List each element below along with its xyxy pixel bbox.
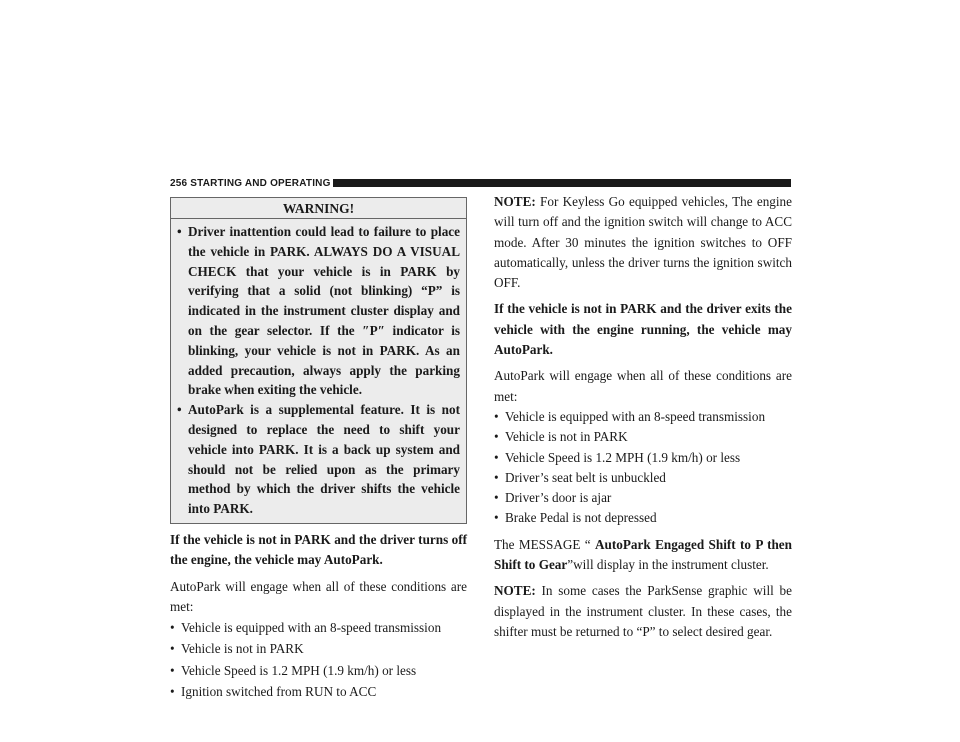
list-item: [494, 468, 792, 488]
right-heading: If the vehicle is not in PARK and the driver exits the vehicle with the engine running, the vehicle may AutoPark.: [494, 301, 792, 358]
list-item: [170, 661, 467, 681]
bullet-icon: •: [494, 469, 499, 485]
bullet-icon: •: [170, 620, 175, 636]
list-item-text: Driver’s door is ajar: [505, 490, 612, 506]
note-label: NOTE:: [494, 583, 536, 599]
list-item: [494, 407, 792, 427]
right-column: [494, 192, 792, 642]
list-item-text: Vehicle is not in PARK: [505, 429, 628, 445]
bullet-icon: •: [170, 684, 175, 700]
right-conditions-list: [494, 407, 792, 529]
left-heading: If the vehicle is not in PARK and the driver turns off the engine, the vehicle may AutoPark.: [170, 531, 467, 568]
bullet-icon: •: [177, 402, 182, 418]
left-intro: AutoPark will engage when all of these conditions are met:: [170, 578, 467, 614]
list-item-text: Vehicle is not in PARK: [181, 641, 304, 657]
header-rule: [333, 179, 791, 187]
page-header: [170, 177, 791, 191]
note-text: For Keyless Go equipped vehicles, The engine will turn off and the ignition switch will change to ACC mode. After 30 minutes the ignition switches to OFF automatically, unless the driver turns the ignition switch OFF.: [494, 194, 792, 291]
bullet-icon: •: [177, 224, 182, 239]
warning-list: [171, 219, 466, 523]
list-item: [170, 618, 467, 638]
bullet-icon: •: [170, 641, 175, 657]
list-item: [494, 448, 792, 468]
list-item-text: Ignition switched from RUN to ACC: [181, 684, 377, 700]
message-text: AutoPark Engaged Shift to P then Shift to Gear: [494, 536, 792, 573]
list-item: [494, 427, 792, 447]
bullet-icon: •: [494, 408, 499, 424]
warning-item-text: Driver inattention could lead to failure to place the vehicle in PARK. ALWAYS DO A VISUAL CHECK that your vehicle is in PARK by verifying that a solid (not blinking) “P” is indicated in the instrument cluster display and on the gear selector. If the ″P″ indicator is blinking, your vehicle is not in PARK. As an added precaution, always apply the parking brake when exiting the vehicle.: [188, 224, 460, 398]
note-text: In some cases the ParkSense graphic will be displayed in the instrument cluster. In these cases, the shifter must be returned to “P” to select desired gear.: [494, 583, 792, 639]
list-item: [494, 508, 792, 528]
list-item: [494, 488, 792, 508]
bullet-icon: •: [494, 490, 499, 506]
list-item-text: Vehicle Speed is 1.2 MPH (1.9 km/h) or less: [505, 449, 741, 465]
note-keyless-go: [494, 192, 792, 293]
bullet-icon: •: [170, 662, 175, 678]
warning-box: [170, 197, 467, 524]
page-number-section-title: 256 STARTING AND OPERATING: [170, 178, 331, 189]
left-conditions-list: [170, 618, 467, 702]
left-column: [170, 197, 467, 702]
list-item: [170, 639, 467, 659]
message-suffix: ”will display in the instrument cluster.: [567, 557, 769, 573]
bullet-icon: •: [494, 449, 499, 465]
list-item-text: Vehicle Speed is 1.2 MPH (1.9 km/h) or less: [181, 662, 417, 678]
list-item-text: Brake Pedal is not depressed: [505, 510, 657, 526]
bullet-icon: •: [494, 429, 499, 445]
bullet-icon: •: [494, 510, 499, 526]
warning-title: WARNING!: [171, 198, 466, 219]
warning-item: [171, 222, 460, 400]
warning-item-text: AutoPark is a supplemental feature. It is not designed to replace the need to shift your vehicle into PARK. It is a back up system and should not be relied upon as the primary method by which the driver shifts the vehicle into PARK.: [188, 402, 460, 517]
right-intro: AutoPark will engage when all of these conditions are met:: [494, 368, 792, 404]
message-paragraph: [494, 535, 792, 576]
list-item-text: Driver’s seat belt is unbuckled: [505, 469, 666, 485]
list-item-text: Vehicle is equipped with an 8-speed transmission: [181, 620, 442, 636]
list-item: [170, 682, 467, 702]
message-prefix: The MESSAGE “: [494, 536, 596, 552]
note-parksense: [494, 581, 792, 642]
list-item-text: Vehicle is equipped with an 8-speed transmission: [505, 408, 766, 424]
warning-item: [171, 400, 460, 519]
note-label: NOTE:: [494, 194, 536, 209]
